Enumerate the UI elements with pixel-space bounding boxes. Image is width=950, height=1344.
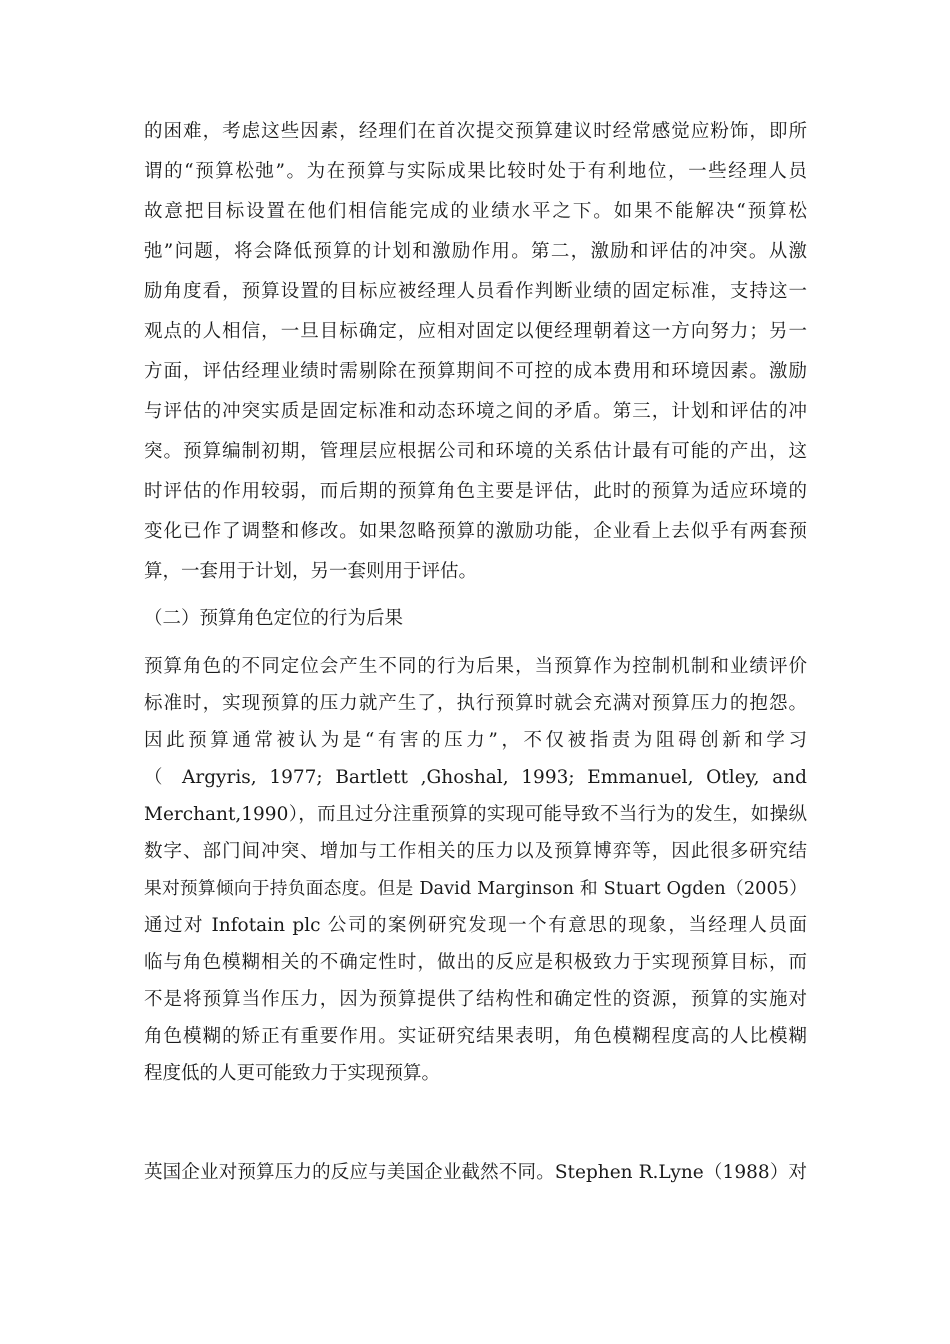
text-line: 程度低的人更可能致力于实现预算。 bbox=[144, 1063, 441, 1084]
text-line: 因此预算通常被认为是“有害的压力”，不仅被指责为阻碍创新和学习 bbox=[144, 730, 807, 751]
text-line: 的困难，考虑这些因素，经理们在首次提交预算建议时经常感觉应粉饰，即所 bbox=[144, 121, 807, 142]
text-line: 角色模糊的矫正有重要作用。实证研究结果表明，角色模糊程度高的人比模糊 bbox=[144, 1026, 807, 1047]
text-line: 谓的“预算松弛”。为在预算与实际成果比较时处于有利地位，一些经理人员 bbox=[144, 161, 807, 182]
text-line: 算，一套用于计划，另一套则用于评估。 bbox=[144, 561, 478, 582]
text-line: 预算角色的不同定位会产生不同的行为后果，当预算作为控制机制和业绩评价 bbox=[144, 656, 807, 677]
text-line: 变化已作了调整和修改。如果忽略预算的激励功能，企业看上去似乎有两套预 bbox=[144, 521, 807, 542]
text-line: 英国企业对预算压力的反应与美国企业截然不同。Stephen R.Lyne（1988）对 bbox=[144, 1162, 807, 1183]
text-line: 标准时，实现预算的压力就产生了，执行预算时就会充满对预算压力的抱怨。 bbox=[144, 693, 807, 714]
text-line: 临与角色模糊相关的不确定性时，做出的反应是积极致力于实现预算目标，而 bbox=[144, 952, 807, 973]
section-heading: （二）预算角色定位的行为后果 bbox=[144, 608, 404, 629]
text-line: 时评估的作用较弱，而后期的预算角色主要是评估，此时的预算为适应环境的 bbox=[144, 481, 807, 502]
text-line: 不是将预算当作压力，因为预算提供了结构性和确定性的资源，预算的实施对 bbox=[144, 989, 807, 1010]
text-line: 方面，评估经理业绩时需剔除在预算期间不可控的成本费用和环境因素。激励 bbox=[144, 361, 807, 382]
text-line: Merchant,1990），而且过分注重预算的实现可能导致不当行为的发生，如操纵 bbox=[144, 804, 807, 825]
text-line: 与评估的冲突实质是固定标准和动态环境之间的矛盾。第三，计划和评估的冲 bbox=[144, 401, 807, 422]
text-line: 故意把目标设置在他们相信能完成的业绩水平之下。如果不能解决“预算松 bbox=[144, 201, 807, 222]
text-line: 弛”问题，将会降低预算的计划和激励作用。第二，激励和评估的冲突。从激 bbox=[144, 241, 807, 262]
text-line: （ Argyris, 1977; Bartlett ,Ghoshal, 1993; Emmanuel, Otley, and bbox=[144, 767, 807, 788]
text-line: 励角度看，预算设置的目标应被经理人员看作判断业绩的固定标准，支持这一 bbox=[144, 281, 807, 302]
text-line: 数字、部门间冲突、增加与工作相关的压力以及预算博弈等，因此很多研究结 bbox=[144, 841, 807, 862]
text-line: 观点的人相信，一旦目标确定，应相对固定以便经理朝着这一方向努力；另一 bbox=[144, 321, 807, 342]
text-line: 果对预算倾向于持负面态度。但是 David Marginson 和 Stuart Ogden（2005） bbox=[144, 879, 807, 899]
text-line: 通过对 Infotain plc 公司的案例研究发现一个有意思的现象，当经理人员面 bbox=[144, 915, 807, 936]
text-line: 突。预算编制初期，管理层应根据公司和环境的关系估计最有可能的产出，这 bbox=[144, 441, 807, 462]
